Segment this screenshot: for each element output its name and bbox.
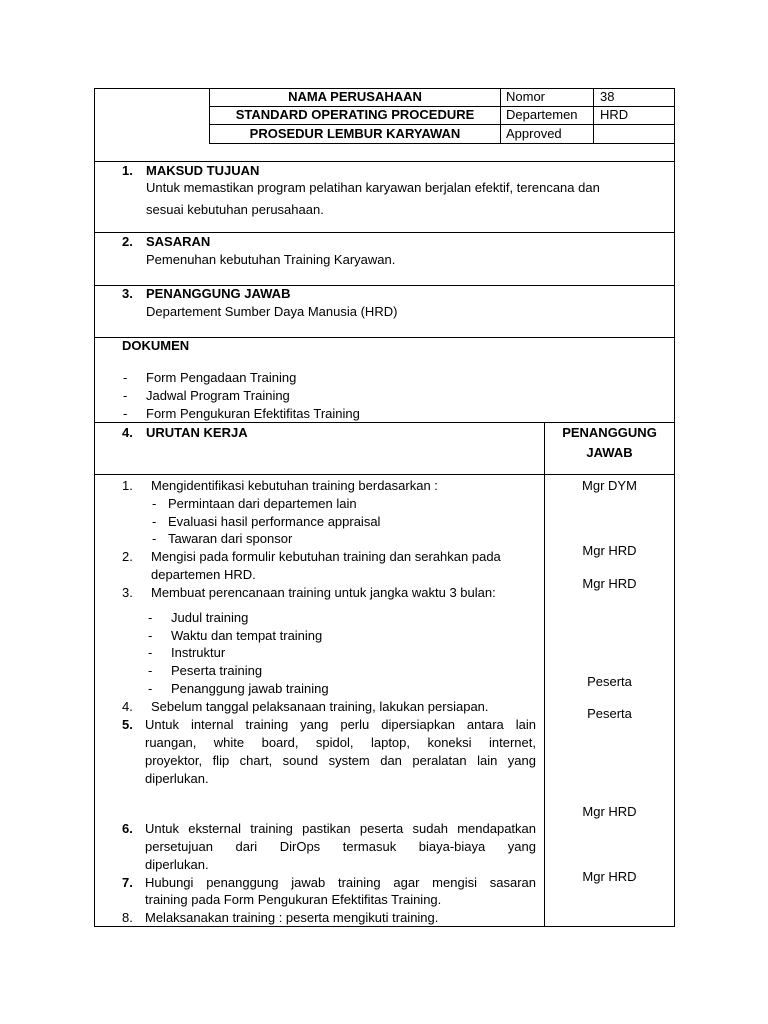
nomor-label: Nomor: [506, 89, 546, 104]
responsible-2: Mgr HRD: [582, 543, 637, 558]
penanggung-text: Departement Sumber Daya Manusia (HRD): [146, 304, 398, 319]
step-1-dash-2: -: [152, 514, 157, 529]
outer-border-left: [94, 88, 95, 927]
penanggung-heading: PENANGGUNG JAWAB: [146, 286, 291, 301]
step-6-number: 6.: [122, 821, 133, 836]
sop-document: [94, 88, 675, 927]
dokumen-item-1: Form Pengadaan Training: [146, 370, 297, 385]
maksud-heading: MAKSUD TUJUAN: [146, 163, 260, 178]
step-3-sub-3: Instruktur: [171, 645, 226, 660]
responsible-3: Mgr HRD: [582, 576, 637, 591]
step-3-text: Membuat perencanaan training untuk jangka waktu 3 bulan:: [151, 585, 496, 600]
sasaran-heading: SASARAN: [146, 234, 211, 249]
header-bottom: [209, 143, 675, 144]
procedure-title: PROSEDUR LEMBUR KARYAWAN: [249, 126, 461, 141]
responsible-1: Mgr DYM: [582, 478, 637, 493]
sop-title: STANDARD OPERATING PROCEDURE: [235, 107, 475, 122]
responsible-6: Mgr HRD: [582, 804, 637, 819]
step-5-number: 5.: [122, 717, 133, 732]
header-col-3: [593, 88, 594, 144]
departemen-value: HRD: [600, 107, 629, 122]
pj-column-heading-1: PENANGGUNG: [562, 425, 657, 440]
row-divider-maksud: [94, 232, 675, 233]
step-3-dash-4: -: [148, 663, 153, 678]
step-3-sub-1: Judul training: [171, 610, 249, 625]
approved-label: Approved: [506, 126, 562, 141]
step-5-line-3: proyektor, flip chart, sound system dan peralatan lain yang: [145, 753, 536, 768]
maksud-line-1: Untuk memastikan program pelatihan karyawan berjalan efektif, terencana dan: [146, 180, 600, 195]
sasaran-text: Pemenuhan kebutuhan Training Karyawan.: [146, 252, 396, 267]
dokumen-dash-2: -: [123, 388, 128, 403]
step-7-line-2: training pada Form Pengukuran Efektifitas Training.: [145, 892, 442, 907]
row-divider-urutan: [94, 474, 675, 475]
step-1-dash-3: -: [152, 531, 157, 546]
dokumen-dash-1: -: [123, 370, 128, 385]
penanggung-number: 3.: [122, 286, 133, 301]
step-5-line-2: ruangan, white board, spidol, laptop, koneksi internet,: [145, 735, 536, 750]
step-3-dash-2: -: [148, 628, 153, 643]
maksud-line-2: sesuai kebutuhan perusahaan.: [146, 202, 324, 217]
sasaran-number: 2.: [122, 234, 133, 249]
step-3-dash-1: -: [148, 610, 153, 625]
step-3-dash-5: -: [148, 681, 153, 696]
step-8-number: 8.: [122, 910, 133, 925]
step-2-number: 2.: [122, 549, 133, 564]
step-6-line-1: Untuk eksternal training pastikan peserta sudah mendapatkan: [145, 821, 536, 836]
step-4-text: Sebelum tanggal pelaksanaan training, lakukan persiapan.: [151, 699, 489, 714]
nomor-value: 38: [600, 89, 615, 104]
step-5-line-4: diperlukan.: [145, 771, 209, 786]
company-name: NAMA PERUSAHAAN: [288, 89, 422, 104]
step-1-text: Mengidentifikasi kebutuhan training berdasarkan :: [151, 478, 438, 493]
responsible-7: Mgr HRD: [582, 869, 637, 884]
step-8-text: Melaksanakan training : peserta mengikuti training.: [145, 910, 439, 925]
header-col-2: [500, 88, 501, 144]
maksud-number: 1.: [122, 163, 133, 178]
step-1-dash-1: -: [152, 496, 157, 511]
dokumen-item-2: Jadwal Program Training: [146, 388, 290, 403]
step-5-line-1: Untuk internal training yang perlu dipersiapkan antara lain: [145, 717, 536, 732]
pj-column-heading-2: JAWAB: [586, 445, 633, 460]
dokumen-heading: DOKUMEN: [122, 338, 190, 353]
step-1-sub-1: Permintaan dari departemen lain: [168, 496, 357, 511]
step-3-sub-4: Peserta training: [171, 663, 263, 678]
row-divider-spacer: [94, 161, 675, 162]
step-1-sub-3: Tawaran dari sponsor: [168, 531, 293, 546]
step-6-line-3: diperlukan.: [145, 857, 209, 872]
urutan-number: 4.: [122, 425, 133, 440]
step-7-line-1: Hubungi penanggung jawab training agar mengisi sasaran: [145, 875, 536, 890]
step-7-number: 7.: [122, 875, 133, 890]
dokumen-item-3: Form Pengukuran Efektifitas Training: [146, 406, 360, 421]
step-2-line-2: departemen HRD.: [151, 567, 256, 582]
dokumen-dash-3: -: [123, 406, 128, 421]
header-divider-2: [209, 124, 675, 125]
responsible-5: Peserta: [587, 706, 632, 721]
departemen-label: Departemen: [506, 107, 578, 122]
step-1-number: 1.: [122, 478, 133, 493]
outer-border-right: [674, 88, 675, 927]
step-3-number: 3.: [122, 585, 133, 600]
responsible-4: Peserta: [587, 674, 632, 689]
step-6-line-2: persetujuan dari DirOps termasuk biaya-biaya yang: [145, 839, 536, 854]
step-3-sub-2: Waktu dan tempat training: [171, 628, 323, 643]
step-3-sub-5: Penanggung jawab training: [171, 681, 329, 696]
urutan-heading: URUTAN KERJA: [146, 425, 248, 440]
step-3-dash-3: -: [148, 645, 153, 660]
step-1-sub-2: Evaluasi hasil performance appraisal: [168, 514, 381, 529]
step-2-line-1: Mengisi pada formulir kebutuhan training dan serahkan pada: [151, 549, 501, 564]
step-4-number: 4.: [122, 699, 133, 714]
